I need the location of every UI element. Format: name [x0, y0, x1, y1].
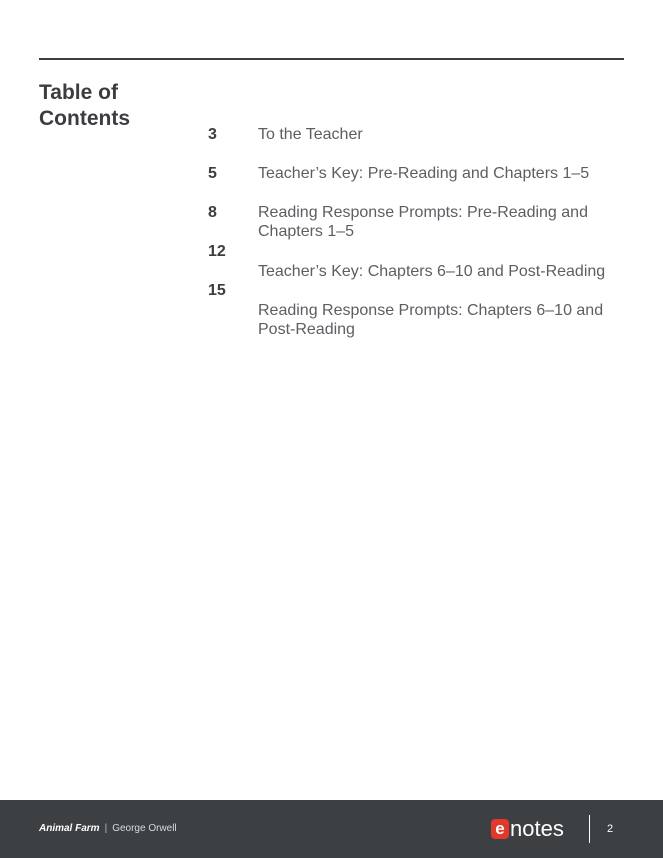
toc-entry-link[interactable]: Reading Response Prompts: Pre-Reading and Chapters 1–5 — [258, 204, 588, 240]
enotes-logo-e-icon: e — [491, 819, 509, 839]
toc-page-number: 8 — [208, 204, 217, 221]
footer-book-title: Animal Farm — [39, 823, 100, 834]
toc-page-number: 12 — [208, 243, 226, 260]
page-footer — [0, 800, 663, 858]
footer-book-info — [39, 823, 177, 834]
footer-author: George Orwell — [112, 823, 177, 834]
footer-page-number: 2 — [607, 823, 614, 835]
footer-divider — [589, 815, 590, 843]
toc-entry-link[interactable]: To the Teacher — [258, 126, 363, 143]
toc-page-number: 5 — [208, 165, 217, 182]
toc-page-number: 3 — [208, 126, 217, 143]
toc-heading: Table of Contents — [39, 81, 130, 130]
top-rule — [39, 58, 624, 60]
footer-separator: | — [104, 823, 108, 834]
toc-entry-link[interactable]: Teacher’s Key: Pre-Reading and Chapters 1–5 — [258, 165, 590, 182]
toc-entry-link[interactable]: Teacher’s Key: Chapters 6–10 and Post-Reading — [258, 263, 606, 280]
toc-entry-link[interactable]: Reading Response Prompts: Chapters 6–10 and Post-Reading — [258, 302, 604, 338]
enotes-logo-text: notes — [510, 816, 564, 841]
enotes-logo[interactable] — [491, 816, 564, 842]
toc-page-number: 15 — [208, 282, 226, 299]
